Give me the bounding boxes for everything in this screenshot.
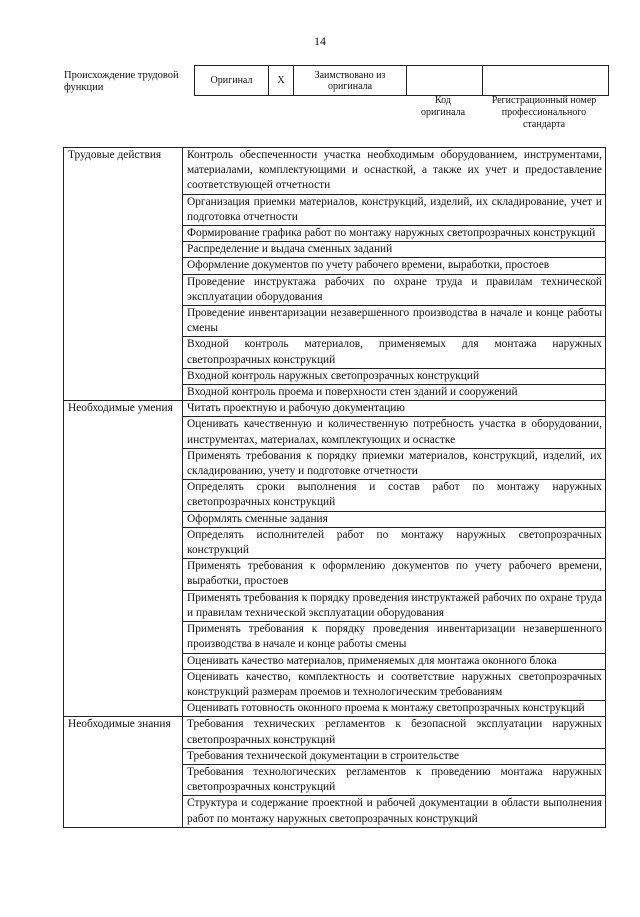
table-row xyxy=(64,148,606,195)
requirement-text: Читать проектную и рабочую документацию xyxy=(183,401,606,417)
requirement-text: Определять исполнителей работ по монтажу наружных светопрозрачных конструкций xyxy=(183,527,606,558)
labor-function-table xyxy=(63,147,606,828)
reg-number-cell xyxy=(483,66,609,96)
requirement-text: Требования технологических регламентов к проведению монтажа наружных светопрозрачных конструкций xyxy=(183,764,606,795)
section-name: Необходимые умения xyxy=(64,401,183,717)
code-caption: Код оригинала xyxy=(420,95,466,118)
requirement-text: Применять требования к порядку проведения инвентаризации незавершенного производства в начале и конце работы смены xyxy=(183,622,606,653)
requirement-text: Оформлять сменные задания xyxy=(183,511,606,527)
requirement-text: Применять требования к порядку приемки материалов, конструкций, изделий, их складированию, учету и подготовке отчетности xyxy=(183,448,606,479)
requirement-text: Оформление документов по учету рабочего времени, выработки, простоев xyxy=(183,258,606,274)
requirement-text: Оценивать качественную и количественную потребность участка в оборудовании, инструментах, материалах, комплектующих и оснастке xyxy=(183,417,606,448)
requirement-text: Требования технических регламентов к безопасной эксплуатации наружных светопрозрачных конструкций xyxy=(183,717,606,748)
requirement-text: Входной контроль материалов, применяемых для монтажа наружных светопрозрачных конструкций xyxy=(183,337,606,368)
requirement-text: Контроль обеспеченности участка необходимым оборудованием, инструментами, материалами, комплектующими и оснасткой, а также их учет и предоставление соответствующей отчетности xyxy=(183,148,606,195)
requirement-text: Оценивать качество, комплектность и соответствие наружных светопрозрачных конструкций размерам проемов и технологическим требованиям xyxy=(183,669,606,700)
original-mark: X xyxy=(269,66,294,96)
requirement-text: Определять сроки выполнения и состав работ по монтажу наружных светопрозрачных конструкций xyxy=(183,480,606,511)
original-cell: Оригинал xyxy=(195,66,269,96)
requirement-text: Оценивать готовность оконного проема к монтажу светопрозрачных конструкций xyxy=(183,701,606,717)
requirement-text: Входной контроль проема и поверхности стен зданий и сооружений xyxy=(183,385,606,401)
reg-caption: Регистрационный номер профессионального стандарта xyxy=(491,95,597,130)
borrowed-cell: Заимствовано из оригинала xyxy=(294,66,407,96)
requirement-text: Организация приемки материалов, конструкций, изделий, их складирование, учет и подготовка отчетности xyxy=(183,194,606,225)
requirement-text: Распределение и выдача сменных заданий xyxy=(183,242,606,258)
requirement-text: Проведение инвентаризации незавершенного производства в начале и конце работы смены xyxy=(183,306,606,337)
section-name: Необходимые знания xyxy=(64,717,183,827)
origin-table xyxy=(194,65,609,96)
requirement-text: Структура и содержание проектной и рабочей документации в области выполнения работ по монтажу наружных светопрозрачных конструкций xyxy=(183,796,606,827)
code-cell xyxy=(407,66,483,96)
requirement-text: Требования технической документации в строительстве xyxy=(183,748,606,764)
section-name: Трудовые действия xyxy=(64,148,183,401)
table-row xyxy=(64,401,606,417)
requirement-text: Проведение инструктажа рабочих по охране труда и правилам технической эксплуатации оборудования xyxy=(183,274,606,305)
origin-label: Происхождение трудовой функции xyxy=(64,70,179,93)
requirement-text: Применять требования к порядку проведения инструктажей рабочих по охране труда и правилам технической эксплуатации оборудования xyxy=(183,590,606,621)
requirement-text: Оценивать качество материалов, применяемых для монтажа оконного блока xyxy=(183,653,606,669)
requirement-text: Применять требования к оформлению документов по учету рабочего времени, выработки, простоев xyxy=(183,559,606,590)
requirement-text: Формирование графика работ по монтажу наружных светопрозрачных конструкций xyxy=(183,226,606,242)
page-number: 14 xyxy=(314,34,326,48)
table-row xyxy=(64,717,606,748)
requirement-text: Входной контроль наружных светопрозрачных конструкций xyxy=(183,368,606,384)
